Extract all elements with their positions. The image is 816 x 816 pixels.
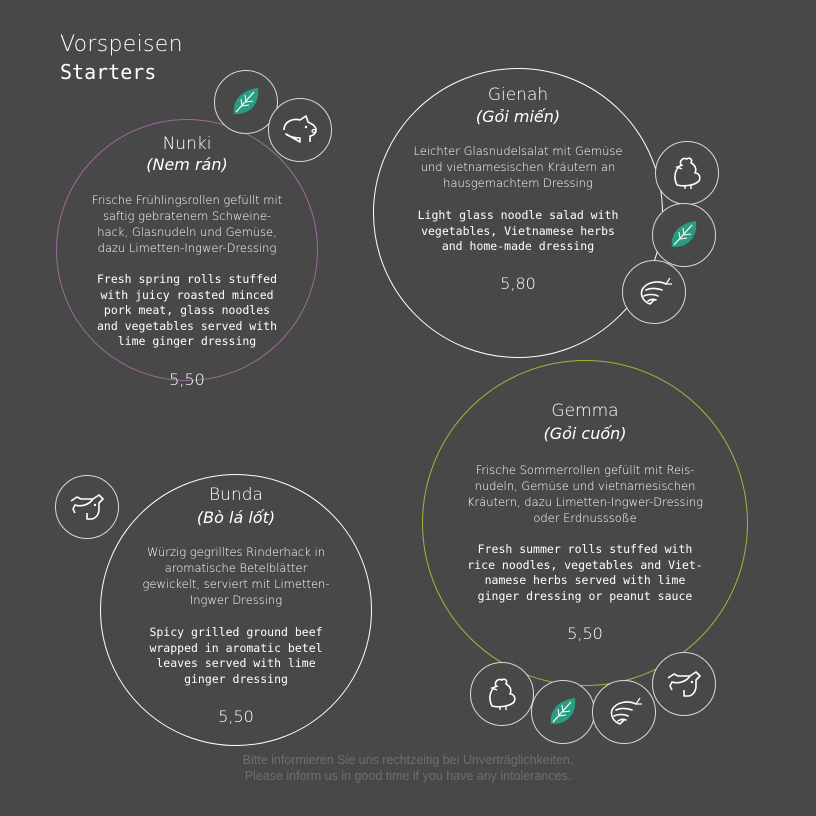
cow-icon xyxy=(652,652,716,716)
dish-price: 5,80 xyxy=(500,274,536,293)
dish-price: 5,50 xyxy=(169,370,205,389)
dish-gemma xyxy=(422,360,748,686)
leaf-icon xyxy=(531,680,595,744)
allergy-notice-en: Please inform us in good time if you have any intolerances. xyxy=(244,769,572,783)
allergy-notice xyxy=(0,752,816,784)
section-title-en: Starters xyxy=(60,60,157,84)
dish-viet-name: (Bò lá lốt) xyxy=(196,508,276,527)
chicken-icon xyxy=(470,662,534,726)
dish-description-de: Würzig gegrilltes Rinderhack in aromatische Betelblätter gewickelt, serviert mit Limetten- Ingwer Dressing xyxy=(142,545,330,607)
dish-name: Gemma xyxy=(551,401,619,421)
chicken-icon xyxy=(655,141,719,205)
dish-price: 5,50 xyxy=(218,707,254,726)
pig-icon xyxy=(268,98,332,162)
allergy-notice-de: Bitte informieren Sie uns rechtzeitig bei Unverträglichkeiten. xyxy=(242,753,574,767)
section-title-de: Vorspeisen xyxy=(60,32,183,57)
leaf-icon xyxy=(652,203,716,267)
dish-viet-name: (Nem rán) xyxy=(146,155,228,174)
dish-gienah xyxy=(373,68,663,358)
dish-name: Bunda xyxy=(209,485,263,505)
shrimp-icon xyxy=(592,680,656,744)
dish-nunki xyxy=(56,119,318,389)
dish-description-de: Leichter Glasnudelsalat mit Gemüse und vietnamesischen Kräutern an hausgemachtem Dressing xyxy=(413,144,623,190)
dish-description-en: Light glass noodle salad with vegetables, Vietnamese herbs and home-made dressing xyxy=(417,208,619,253)
dish-description-de: Frische Frühlingsrollen gefüllt mit saftig gebratenem Schweine- hack, Glasnudeln und Gemüse, dazu Limetten-Ingwer-Dressing xyxy=(91,193,283,255)
dish-description-en: Fresh summer rolls stuffed with rice noodles, vegetables and Viet- namese herbs served with lime ginger dressing or peanut sauce xyxy=(467,542,703,603)
dish-price: 5,50 xyxy=(567,624,603,643)
dish-description-en: Spicy grilled ground beef wrapped in aromatic betel leaves served with lime ginger dressing xyxy=(149,625,323,686)
dish-bunda xyxy=(100,474,372,746)
dish-viet-name: (Gỏi miến) xyxy=(475,107,561,126)
dish-viet-name: (Gỏi cuốn) xyxy=(543,424,627,443)
dish-description-de: Frische Sommerrollen gefüllt mit Reis- nudeln, Gemüse und vietnamesischen Kräutern, dazu Limetten-Ingwer-Dressing oder Erdnusssoße xyxy=(466,463,704,525)
dish-description-en: Fresh spring rolls stuffed with juicy roasted minced pork meat, glass noodles and vegetables served with lime ginger dressing xyxy=(96,272,277,348)
cow-icon xyxy=(55,475,119,539)
dish-name: Gienah xyxy=(487,85,549,105)
dish-name: Nunki xyxy=(162,134,212,154)
shrimp-icon xyxy=(622,260,686,324)
